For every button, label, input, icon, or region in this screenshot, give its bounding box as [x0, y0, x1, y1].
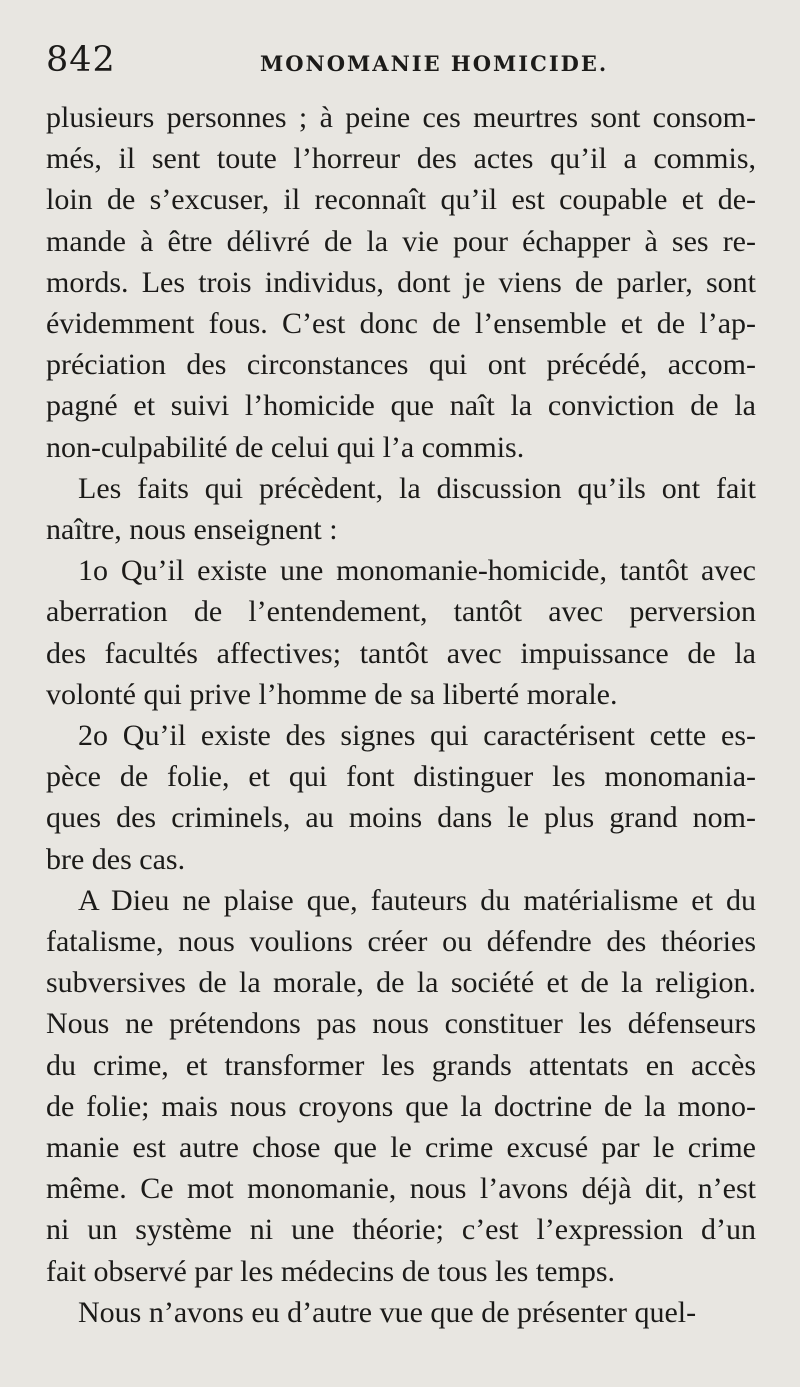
- page-number: 842: [46, 40, 116, 80]
- text-line: manie est autre chose que le crime excusé par le crime: [46, 1131, 756, 1165]
- text-line: de folie; mais nous croyons que la doctrine de la mono-: [46, 1089, 756, 1123]
- text-line: ni un système ni une théorie; c’est l’expression d’un: [46, 1213, 756, 1247]
- paragraph: [46, 550, 756, 715]
- text-line: fait observé par les médecins de tous les temps.: [46, 1254, 616, 1288]
- paragraph: [46, 97, 756, 468]
- text-line: ques des criminels, au moins dans le plus grand nom-: [46, 801, 756, 835]
- text-line: pèce de folie, et qui font distinguer les monomania-: [46, 760, 756, 794]
- text-line: du crime, et transformer les grands attentats en accès: [46, 1048, 756, 1082]
- paragraph: [46, 880, 756, 1292]
- running-head: MONOMANIE HOMICIDE.: [260, 51, 609, 76]
- text-line: loin de s’excuser, il reconnaît qu’il est coupable et de-: [46, 183, 756, 217]
- text-line: préciation des circonstances qui ont précédé, accom-: [46, 348, 756, 382]
- text-line: mande à être délivré de la vie pour échapper à ses re-: [46, 224, 756, 258]
- text-line: 2o Qu’il existe des signes qui caractérisent cette es-: [78, 719, 756, 753]
- paragraph: [46, 715, 756, 880]
- text-line: A Dieu ne plaise que, fauteurs du matérialisme et du: [78, 883, 756, 917]
- text-line: fatalisme, nous voulions créer ou défendre des théories: [46, 925, 756, 959]
- text-line: plusieurs personnes ; à peine ces meurtres sont consom-: [46, 101, 756, 134]
- text-line: pagné et suivi l’homicide que naît la conviction de la: [46, 389, 756, 423]
- text-line: évidemment fous. C’est donc de l’ensemble et de l’ap-: [46, 307, 756, 341]
- text-line: subversives de la morale, de la société et de la religion.: [46, 966, 756, 1000]
- text-line: mords. Les trois individus, dont je viens de parler, sont: [46, 265, 756, 299]
- text-line: des facultés affectives; tantôt avec impuissance de la: [46, 636, 756, 670]
- text-line: non-culpabilité de celui qui l’a commis.: [46, 430, 525, 464]
- text-line: Nous ne prétendons pas nous constituer les défenseurs: [46, 1007, 756, 1041]
- text-line: même. Ce mot monomanie, nous l’avons déjà dit, n’est: [46, 1172, 756, 1206]
- text-line: Nous n’avons eu d’autre vue que de présenter quel-: [78, 1295, 697, 1329]
- text-line: naître, nous enseignent :: [46, 513, 338, 547]
- body-text: [46, 97, 756, 1333]
- paragraph: [46, 1292, 756, 1333]
- text-line: volonté qui prive l’homme de sa liberté morale.: [46, 677, 618, 711]
- text-line: 1o Qu’il existe une monomanie-homicide, tantôt avec: [78, 554, 756, 588]
- page-header: [46, 40, 756, 93]
- text-line: Les faits qui précèdent, la discussion qu’ils ont fait: [78, 471, 756, 505]
- text-line: més, il sent toute l’horreur des actes qu’il a commis,: [46, 142, 756, 176]
- text-line: bre des cas.: [46, 842, 186, 876]
- paragraph: [46, 468, 756, 550]
- text-line: aberration de l’entendement, tantôt avec perversion: [46, 595, 756, 629]
